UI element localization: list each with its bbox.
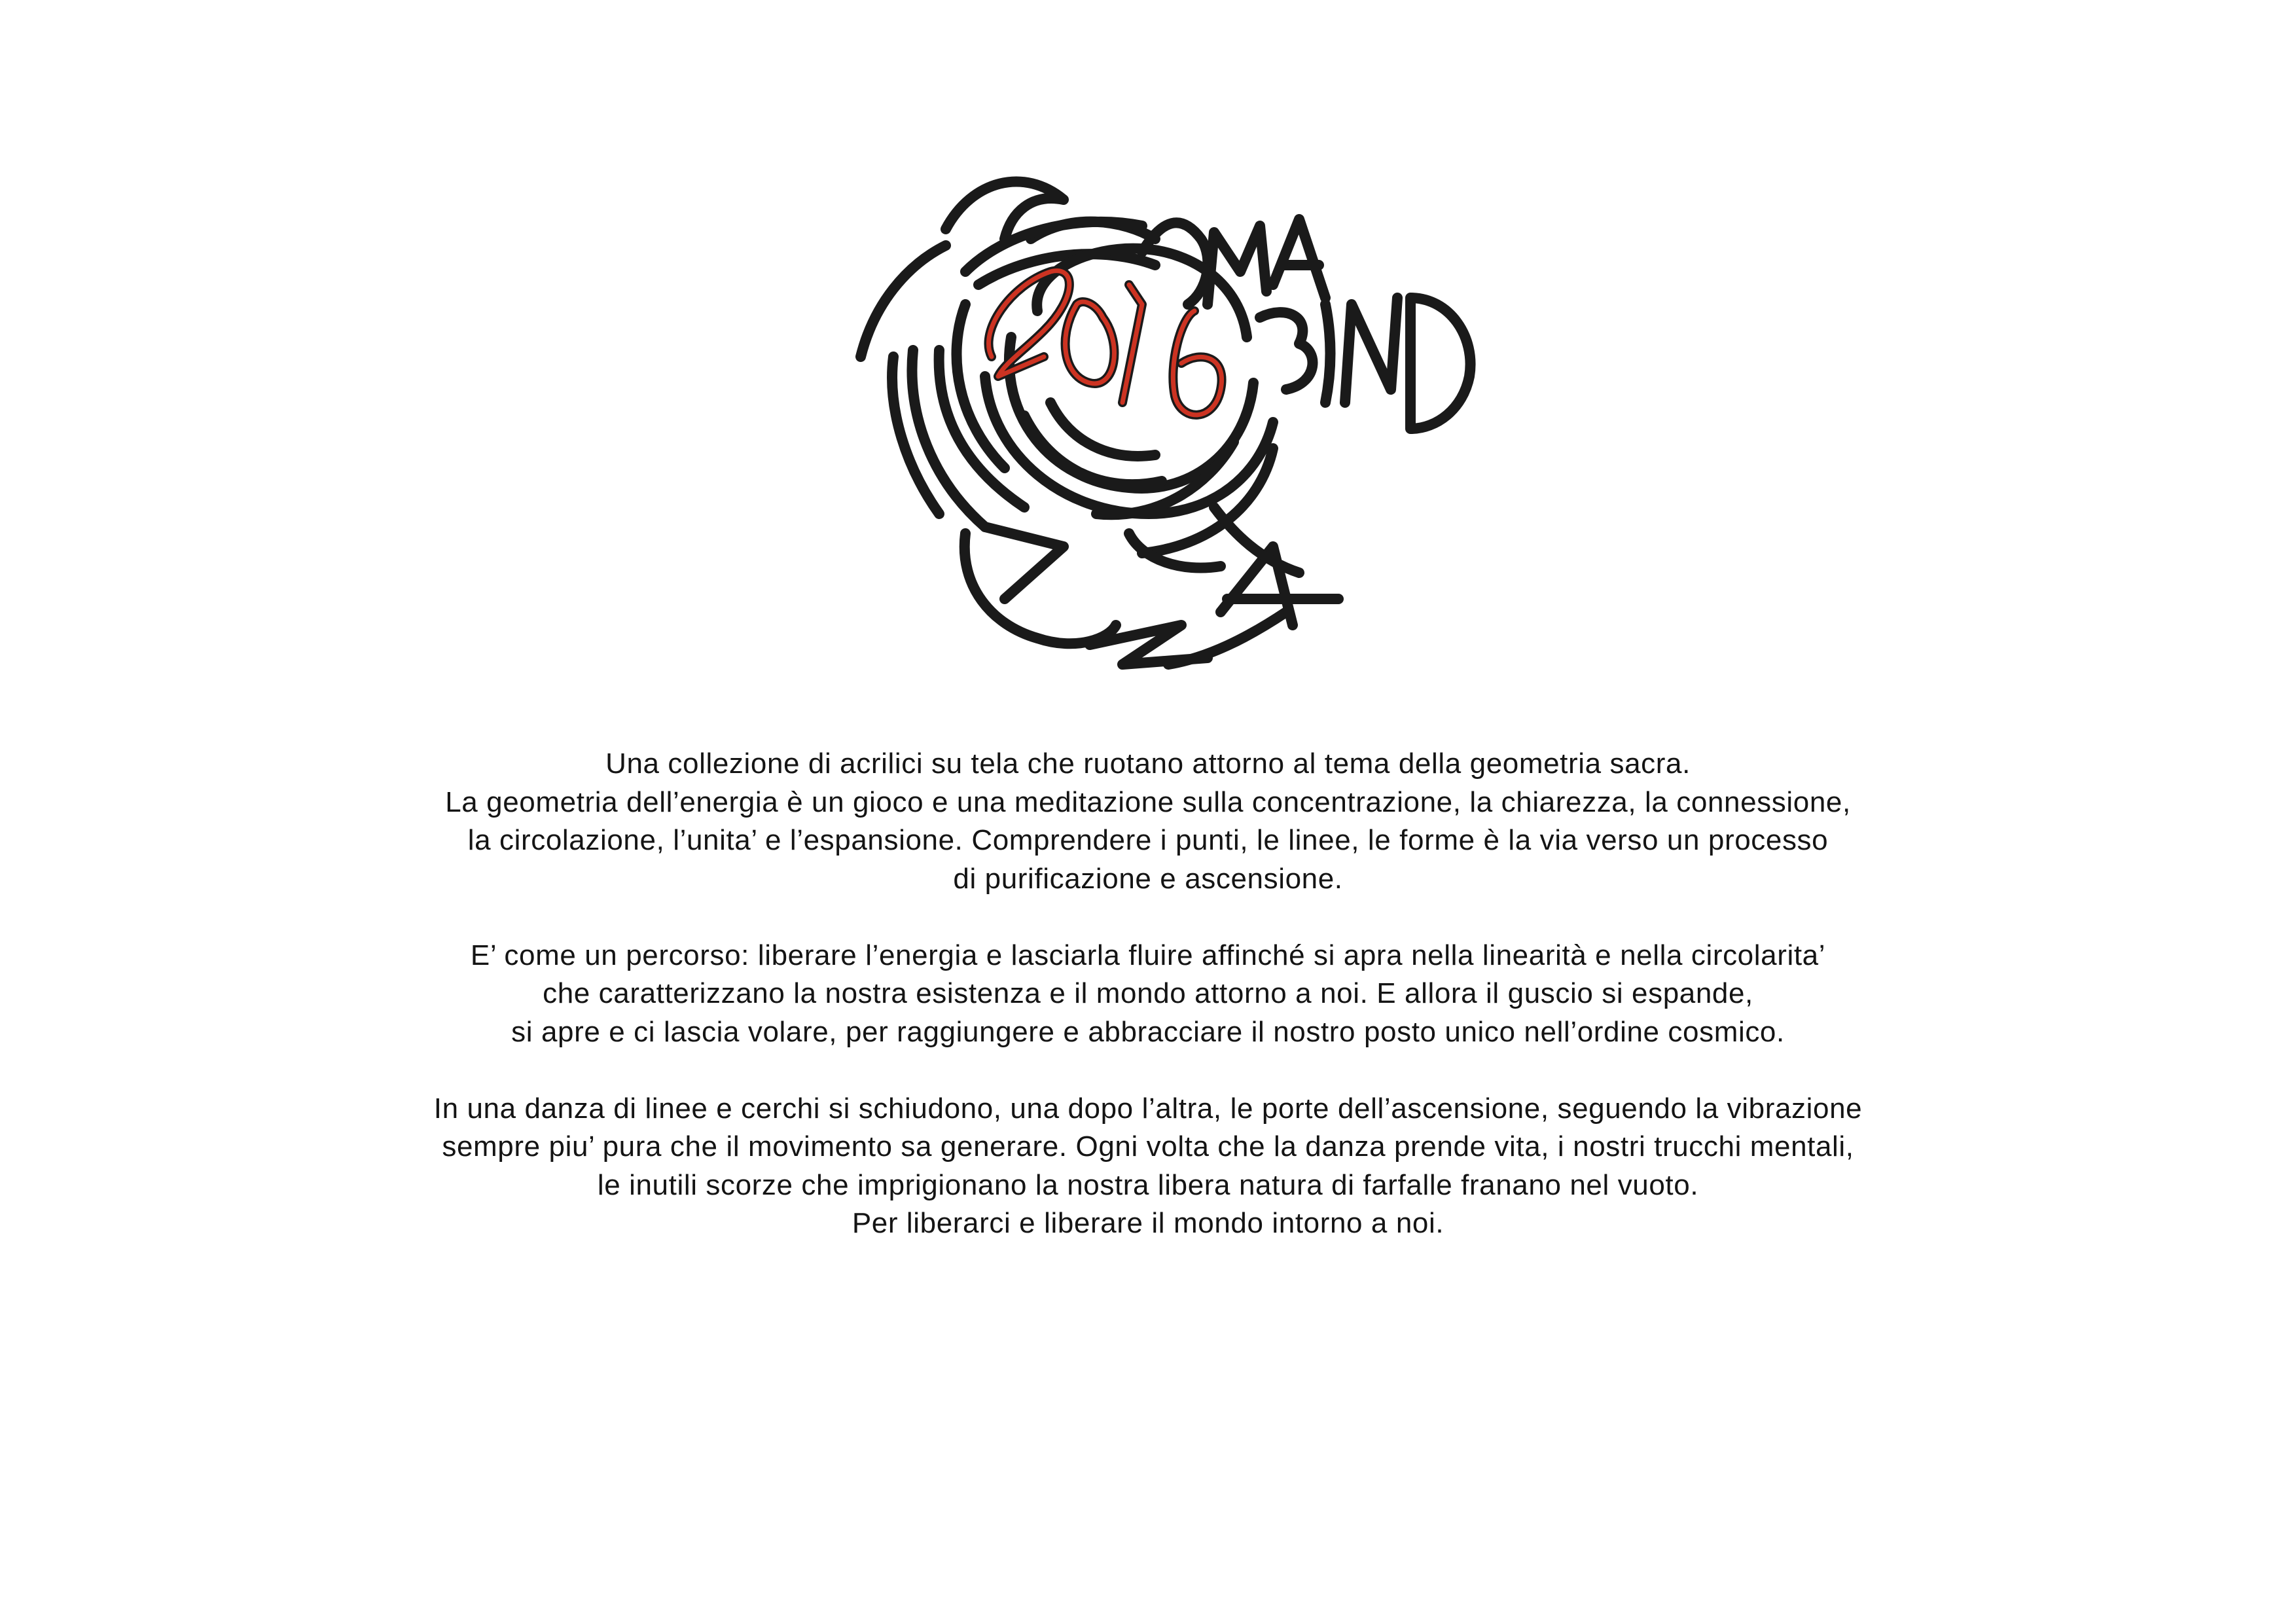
text-line: Una collezione di acrilici su tela che ruotano attorno al tema della geometria sacra. [605, 748, 1691, 780]
logo-numeral-accent [1122, 285, 1142, 403]
logo-stroke [1345, 298, 1397, 403]
text-line: E’ come un percorso: liberare l’energia e lasciarla fluire affinché si apra nella linearità e nella circolarita’ [470, 939, 1826, 971]
text-line: In una danza di linee e cerchi si schiudono, una dopo l’altra, le porte dell’ascensione, seguendo la vibrazione [433, 1092, 1863, 1125]
logo-stroke [1050, 403, 1155, 456]
text-line: La geometria dell’energia è un gioco e una meditazione sulla concentrazione, la chiarezza, la connessione, [445, 785, 1851, 818]
logo-drawing [815, 141, 1568, 710]
logo-stroke [1410, 298, 1471, 429]
paragraph-3 [196, 1090, 2100, 1243]
logo-stroke [861, 245, 946, 357]
text-line: che caratterizzano la nostra esistenza e il mondo attorno a noi. E allora il guscio si espande, [543, 977, 1753, 1009]
logo-stroke [985, 527, 1064, 599]
text-line: sempre piu’ pura che il movimento sa generare. Ogni volta che la danza prende vita, i nostri trucchi mentali, [442, 1130, 1854, 1163]
text-line: la circolazione, l’unita’ e l’espansione. Comprendere i punti, le linee, le forme è la via verso un processo [467, 824, 1829, 856]
logo-stroke [1273, 219, 1325, 298]
text-line: le inutili scorze che imprigionano la nostra libera natura di farfalle franano nel vuoto. [597, 1168, 1699, 1201]
spiral-logo-icon [815, 141, 1568, 710]
logo-stroke [912, 350, 985, 527]
paragraph-2 [196, 937, 2100, 1052]
logo-numeral-stroke [989, 271, 1069, 376]
logo-stroke [1260, 312, 1312, 389]
logo-stroke [1168, 612, 1286, 664]
logo-stroke [965, 533, 1116, 643]
text-line: di purificazione e ascensione. [953, 862, 1343, 895]
text-line: Per liberarci e liberare il mondo intorno a noi. [852, 1207, 1444, 1239]
paragraph-1 [196, 745, 2100, 898]
description-text [196, 745, 2100, 1243]
logo-stroke [1208, 226, 1266, 304]
text-line: si apre e ci lascia volare, per raggiungere e abbracciare il nostro posto unico nell’ordine cosmico. [511, 1015, 1785, 1048]
logo-stroke [1325, 304, 1331, 403]
